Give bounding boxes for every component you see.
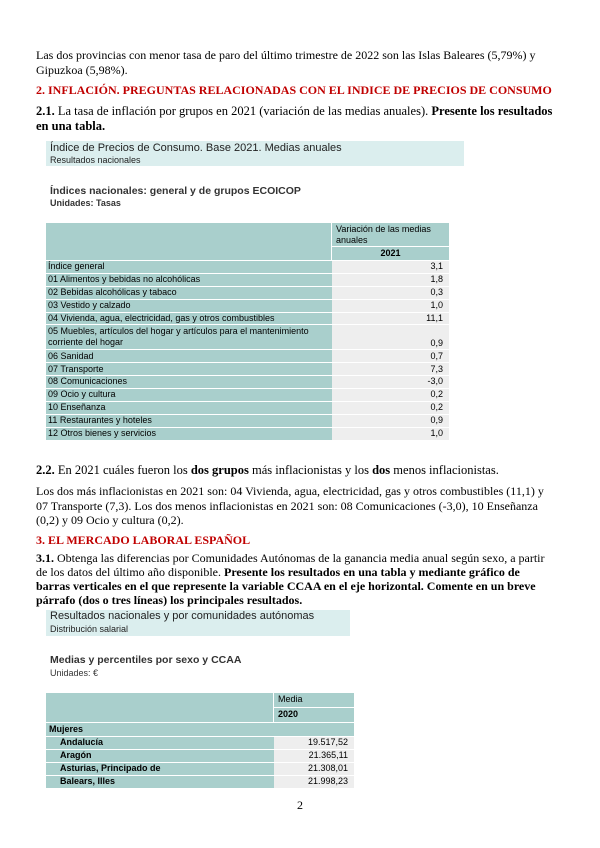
table-row [46,261,449,273]
row-value: 1,8 [332,273,449,286]
intro-paragraph: Las dos provincias con menor tasa de paro del último trimestre de 2022 son las Islas Baleares (5,79%) y Gipuzkoa (5,98%). [36,48,536,77]
table-row [46,775,354,788]
row-label: 08 Comunicaciones [46,376,332,389]
salary-title: Resultados nacionales y por comunidades autónomas [50,610,315,622]
ipc-table [46,261,449,441]
question-text: En 2021 cuáles fueron los [54,463,191,477]
table-row [46,273,449,286]
salary-units: Unidades: € [50,668,99,678]
salary-col-header: Media [278,694,303,704]
table-row [46,286,449,299]
question-2-2 [36,463,556,478]
question-instruction: Presente los resultados en una tabla. [36,104,553,133]
row-label: Aragón [46,749,274,762]
question-number: 3.1. [36,551,54,565]
section-2-heading: 2. INFLACIÓN. PREGUNTAS RELACIONADAS CON EL INDICE DE PRECIOS DE CONSUMO [36,83,552,97]
row-value: 21.308,01 [274,762,354,775]
section-3-heading: 3. EL MERCADO LABORAL ESPAÑOL [36,533,251,547]
row-value: 0,9 [332,325,449,350]
table-row [46,350,449,363]
row-value: 21.998,23 [274,775,354,788]
row-label: 01 Alimentos y bebidas no alcohólicas [46,273,332,286]
table-row [46,427,449,440]
table-row [46,376,449,389]
table-row [46,389,449,402]
ipc-title: Índice de Precios de Consumo. Base 2021. Medias anuales [50,142,342,154]
question-text: La tasa de inflación por grupos en 2021 (variación de las medias anuales). [54,104,432,118]
question-3-1 [36,551,556,607]
question-number: 2.1. [36,104,55,118]
table-row [46,749,354,762]
row-value: -3,0 [332,376,449,389]
row-value: 0,2 [332,389,449,402]
table-row [46,762,354,775]
row-label: 05 Muebles, artículos del hogar y artículos para el mantenimiento corriente del hogar [46,325,332,350]
row-label: Asturias, Principado de [46,762,274,775]
salary-group-row [46,723,354,736]
row-label: 09 Ocio y cultura [46,389,332,402]
question-text: más inflacionistas y los [248,463,373,477]
row-value: 0,7 [332,350,449,363]
ipc-units: Unidades: Tasas [50,198,121,208]
table-row [46,325,449,350]
salary-table [46,737,354,789]
row-label: 11 Restaurantes y hoteles [46,414,332,427]
table-row [46,402,449,415]
row-value: 19.517,52 [274,737,354,749]
ipc-heading: Índices nacionales: general y de grupos ECOICOP [50,185,301,197]
ipc-year: 2021 [380,248,401,258]
salary-subtitle: Distribución salarial [50,624,129,634]
row-label: Andalucía [46,737,274,749]
table-row [46,312,449,325]
table-row [46,414,449,427]
row-label: 03 Vestido y calzado [46,299,332,312]
ipc-table-header-blank [46,223,331,260]
question-emphasis: dos grupos [190,463,249,477]
row-label: 06 Sanidad [46,350,332,363]
salary-table-header-blank [46,693,273,722]
row-label: 07 Transporte [46,363,332,376]
row-value: 7,3 [332,363,449,376]
salary-heading: Medias y percentiles por sexo y CCAA [50,654,242,666]
row-label: 02 Bebidas alcohólicas y tabaco [46,286,332,299]
row-value: 11,1 [332,312,449,325]
answer-paragraph: Los dos más inflacionistas en 2021 son: 04 Vivienda, agua, electricidad, gas y otros combustibles (11,1) y 07 Transporte (7,3). Los dos menos inflacionistas en 2021 son: 08 Comunicaciones (-3,0), 10 Enseñanza (0,2) y 09 Ocio y cultura (0,2). [36,484,544,527]
question-text: menos inflacionistas. [390,463,499,477]
row-label: 12 Otros bienes y servicios [46,427,332,440]
question-number: 2.2. [36,463,55,477]
salary-group-label: Mujeres [49,724,84,734]
row-label: 04 Vivienda, agua, electricidad, gas y otros combustibles [46,312,332,325]
row-value: 0,2 [332,402,449,415]
page-number: 2 [297,798,303,812]
row-label: Balears, Illes [46,775,274,788]
row-value: 1,0 [332,299,449,312]
row-label: 10 Enseñanza [46,402,332,415]
table-row [46,363,449,376]
table-row [46,737,354,749]
question-instruction: Presente los resultados en una tabla y mediante gráfico de barras verticales en el que represente la variable CCAA en el eje horizontal. Comente en un breve párrafo (dos o tres líneas) los principales resultados. [36,565,536,607]
table-row [46,299,449,312]
row-label: Índice general [46,261,332,273]
row-value: 21.365,11 [274,749,354,762]
question-emphasis: dos [372,463,391,477]
row-value: 3,1 [332,261,449,273]
row-value: 1,0 [332,427,449,440]
row-value: 0,3 [332,286,449,299]
ipc-col-header: Variación de las medias anuales [336,224,431,245]
row-value: 0,9 [332,414,449,427]
ipc-subtitle: Resultados nacionales [50,155,141,165]
question-text: Obtenga las diferencias por Comunidades Autónomas de la ganancia media anual según sexo, a partir de los datos del último año disponible. [36,551,545,579]
salary-year: 2020 [278,709,299,719]
question-2-1 [36,104,556,133]
